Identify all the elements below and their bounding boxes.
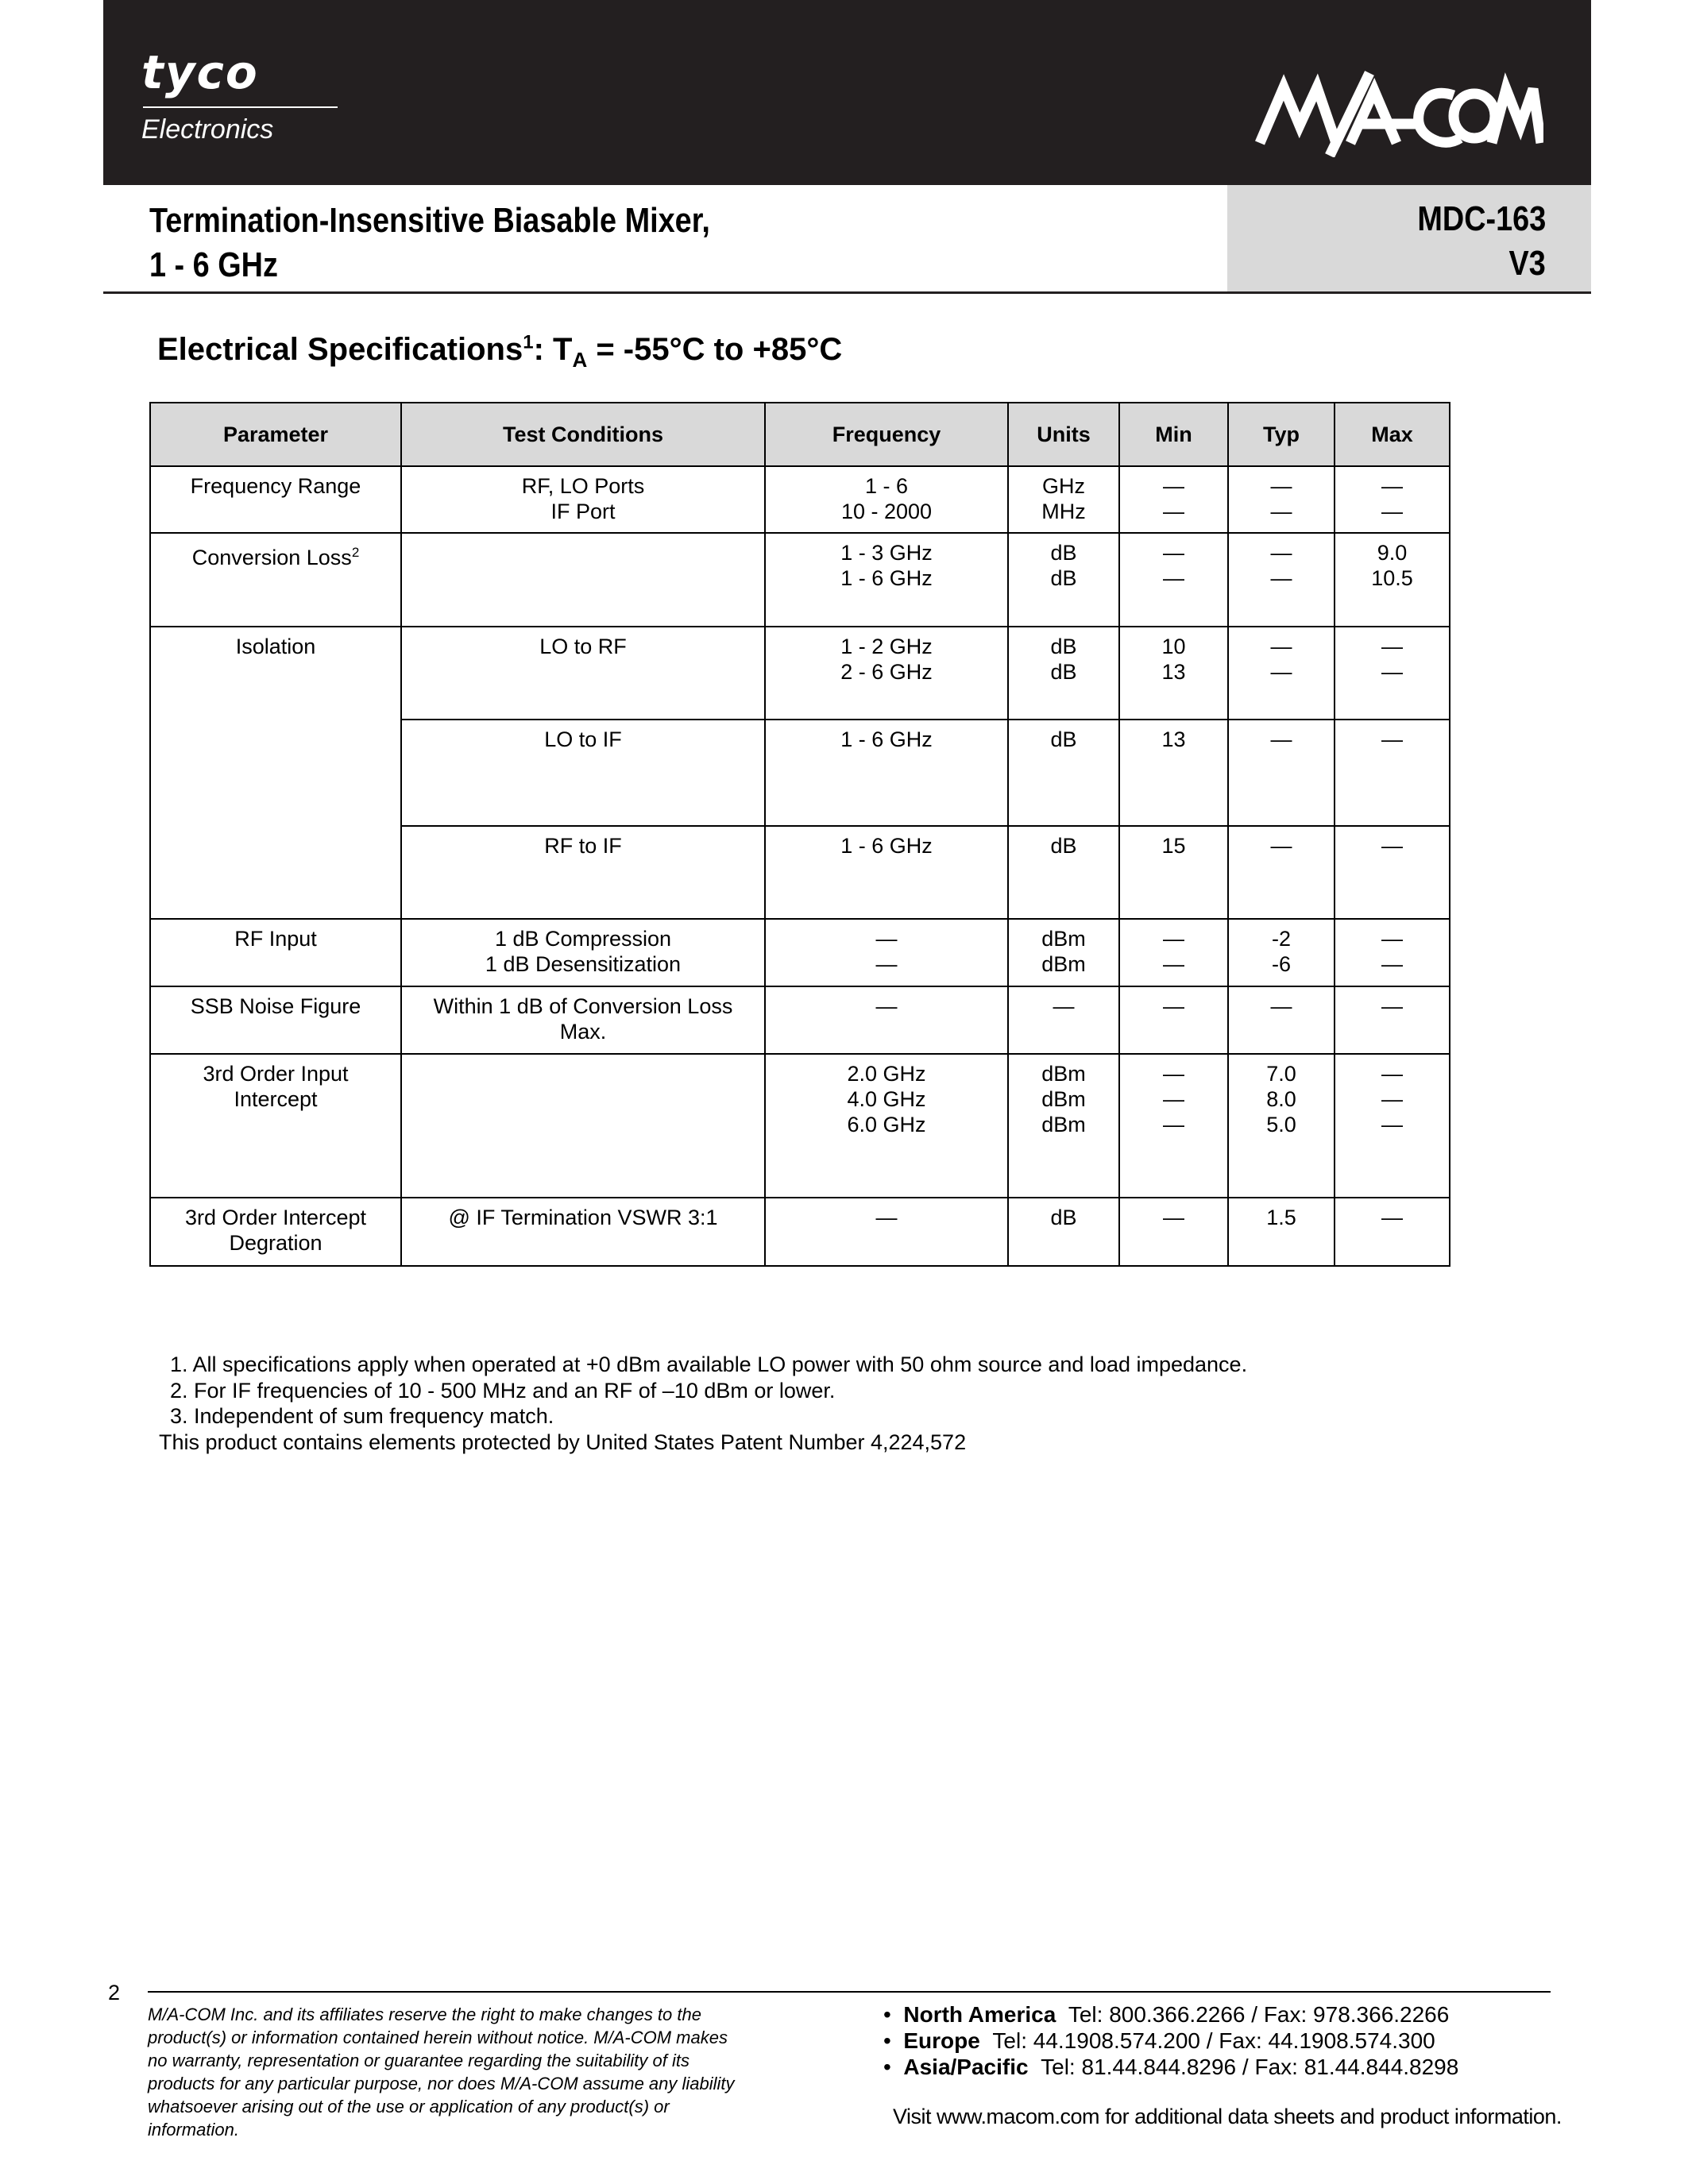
heading-ta-label: : T — [533, 332, 573, 367]
cell-line: — — [875, 952, 898, 976]
cell-line: — — [1163, 541, 1184, 565]
cell-line: — — [875, 994, 898, 1018]
cell-line: — — [1163, 994, 1184, 1018]
cell-typ — [1228, 533, 1335, 627]
cell-line: 2 - 6 GHz — [840, 660, 933, 684]
cell-line: — — [1163, 474, 1184, 498]
footnotes — [159, 1352, 1247, 1455]
cell-line: — — [1163, 1087, 1184, 1111]
legal-disclaimer — [148, 2003, 815, 2141]
cell-line: 1 - 6 — [864, 474, 909, 498]
cell-line: 9.0 — [1377, 541, 1408, 565]
contact-asia-pacific: • Asia/Pacific Tel: 81.44.844.8296 / Fax: 81.44.844.8298 — [883, 2055, 1459, 2079]
cell-conditions — [401, 627, 765, 720]
cell-line: RF to IF — [544, 834, 622, 858]
table-row — [150, 627, 1450, 720]
cell-line: 10 — [1161, 635, 1186, 658]
table-row — [150, 466, 1450, 533]
cell-line: GHz — [1042, 474, 1085, 498]
cell-line: — — [1270, 500, 1292, 523]
cell-line: — — [1381, 952, 1403, 976]
footnote-ref: 2 — [351, 545, 360, 560]
cell-line: LO to IF — [544, 727, 622, 751]
cell-min — [1119, 720, 1228, 826]
cell-parameter — [150, 986, 401, 1054]
cell-text: RF Input — [234, 927, 317, 951]
cell-typ — [1228, 919, 1335, 986]
cell-conditions — [401, 1198, 765, 1266]
table-row — [150, 533, 1450, 627]
header-parameter: Parameter — [150, 403, 401, 466]
title-divider — [103, 291, 1591, 294]
cell-frequency — [765, 1054, 1008, 1198]
cell-line: dB — [1050, 660, 1077, 684]
cell-line: 3rd Order Input — [203, 1062, 349, 1086]
heading-ta-subscript: A — [572, 348, 588, 372]
tyco-wordmark: tyco — [141, 45, 259, 99]
cell-max — [1335, 1054, 1450, 1198]
title-line-1: Termination-Insensitive Biasable Mixer, — [149, 201, 710, 240]
cell-max — [1335, 919, 1450, 986]
cell-min — [1119, 627, 1228, 720]
cell-line: Intercept — [234, 1087, 318, 1111]
part-number: MDC-163 — [1417, 199, 1546, 238]
cell-line: — — [875, 927, 898, 951]
cell-units — [1008, 919, 1119, 986]
cell-units — [1008, 720, 1119, 826]
cell-typ — [1228, 627, 1335, 720]
cell-line: — — [1381, 1206, 1403, 1229]
cell-line: — — [1381, 660, 1403, 684]
tyco-subtitle: Electronics — [141, 114, 274, 145]
cell-min — [1119, 1198, 1228, 1266]
contact-region: Asia/Pacific — [903, 2055, 1029, 2079]
version-label: V3 — [1508, 244, 1546, 283]
contact-europe: • Europe Tel: 44.1908.574.200 / Fax: 44.1908.574.300 — [883, 2028, 1435, 2053]
cell-units — [1008, 627, 1119, 720]
cell-units — [1008, 466, 1119, 533]
cell-line: -6 — [1271, 952, 1291, 976]
cell-parameter — [150, 466, 401, 533]
cell-line: — — [1381, 500, 1403, 523]
disclaimer-line: product(s) or information contained herein without notice. M/A-COM makes — [148, 2028, 728, 2047]
contact-region: North America — [903, 2002, 1056, 2027]
table-row — [150, 919, 1450, 986]
cell-line: — — [1163, 1206, 1184, 1229]
cell-line: — — [1381, 927, 1403, 951]
cell-frequency — [765, 720, 1008, 826]
cell-line: IF Port — [550, 500, 616, 523]
contact-info: Tel: 81.44.844.8296 / Fax: 81.44.844.8298 — [1041, 2055, 1459, 2079]
patent-note: This product contains elements protected by United States Patent Number 4,224,572 — [159, 1430, 967, 1454]
cell-min — [1119, 826, 1228, 919]
cell-line: — — [1163, 1062, 1184, 1086]
cell-line: — — [1270, 541, 1292, 565]
cell-line: — — [1381, 474, 1403, 498]
cell-line: dB — [1050, 727, 1077, 751]
table-row — [150, 720, 1450, 826]
cell-line: RF, LO Ports — [521, 474, 645, 498]
cell-line: dBm — [1041, 1113, 1086, 1136]
cell-typ — [1228, 986, 1335, 1054]
cell-max — [1335, 720, 1450, 826]
cell-text: Frequency Range — [190, 474, 361, 498]
cell-line: 2.0 GHz — [847, 1062, 926, 1086]
cell-frequency — [765, 826, 1008, 919]
cell-min — [1119, 986, 1228, 1054]
cell-line: — — [1381, 1087, 1403, 1111]
cell-units — [1008, 1198, 1119, 1266]
cell-conditions — [401, 1054, 765, 1198]
cell-line: — — [1381, 834, 1403, 858]
cell-units — [1008, 1054, 1119, 1198]
cell-line: 1 - 3 GHz — [840, 541, 933, 565]
cell-line: 8.0 — [1266, 1087, 1296, 1111]
cell-line: MHz — [1041, 500, 1086, 523]
footnote-2: 2. For IF frequencies of 10 - 500 MHz and an RF of –10 dBm or lower. — [170, 1378, 836, 1403]
cell-line: 6.0 GHz — [847, 1113, 926, 1136]
cell-line: 15 — [1161, 834, 1186, 858]
cell-typ — [1228, 826, 1335, 919]
header-max: Max — [1335, 403, 1450, 466]
cell-units — [1008, 533, 1119, 627]
cell-parameter — [150, 720, 401, 826]
cell-typ — [1228, 1198, 1335, 1266]
cell-units — [1008, 986, 1119, 1054]
cell-line: dB — [1050, 834, 1077, 858]
contact-north-america: • North America Tel: 800.366.2266 / Fax: 978.366.2266 — [883, 2002, 1450, 2027]
cell-line: 10.5 — [1371, 566, 1413, 590]
cell-line: — — [1381, 727, 1403, 751]
cell-line: 1 - 6 GHz — [840, 727, 933, 751]
document-title — [149, 199, 1198, 287]
section-heading — [157, 331, 843, 372]
cell-text: Isolation — [235, 635, 316, 658]
cell-min — [1119, 1054, 1228, 1198]
footer-divider — [148, 1991, 1551, 1993]
cell-line: Degration — [229, 1231, 323, 1255]
cell-max — [1335, 627, 1450, 720]
cell-line: Max. — [559, 1020, 607, 1044]
cell-line: 1 - 6 GHz — [840, 566, 933, 590]
cell-conditions — [401, 720, 765, 826]
cell-line: dB — [1050, 541, 1077, 565]
cell-text: Conversion Loss — [191, 546, 352, 569]
electrical-specifications-table — [149, 402, 1450, 1267]
cell-frequency — [765, 919, 1008, 986]
cell-frequency — [765, 627, 1008, 720]
cell-line: 1 dB Desensitization — [485, 952, 682, 976]
cell-line: — — [1270, 474, 1292, 498]
cell-line: — — [1053, 994, 1075, 1018]
cell-line: — — [1381, 1113, 1403, 1136]
cell-min — [1119, 466, 1228, 533]
footnote-1: 1. All specifications apply when operated at +0 dBm available LO power with 50 ohm source and load impedance. — [170, 1352, 1248, 1376]
cell-line: — — [1163, 566, 1184, 590]
cell-max — [1335, 533, 1450, 627]
cell-line: — — [1270, 994, 1292, 1018]
cell-conditions — [401, 533, 765, 627]
cell-frequency — [765, 533, 1008, 627]
page-header — [103, 0, 1591, 185]
cell-max — [1335, 826, 1450, 919]
tyco-electronics-logo — [141, 45, 338, 145]
heading-temperature-range: = -55°C to +85°C — [587, 332, 843, 367]
cell-frequency — [765, 466, 1008, 533]
header-typ: Typ — [1228, 403, 1335, 466]
footnote-3: 3. Independent of sum frequency match. — [170, 1404, 554, 1428]
cell-line: dBm — [1041, 952, 1086, 976]
cell-line: 1 dB Compression — [494, 927, 672, 951]
heading-footnote-ref: 1 — [523, 331, 534, 353]
cell-conditions — [401, 466, 765, 533]
cell-parameter — [150, 627, 401, 720]
cell-line: Within 1 dB of Conversion Loss — [433, 994, 733, 1018]
cell-conditions — [401, 826, 765, 919]
cell-line: — — [1381, 1062, 1403, 1086]
cell-parameter — [150, 826, 401, 919]
disclaimer-line: whatsoever arising out of the use or application of any product(s) or — [148, 2097, 670, 2116]
cell-line: 1.5 — [1266, 1206, 1296, 1229]
table-row — [150, 1198, 1450, 1266]
table-row — [150, 986, 1450, 1054]
cell-line: 1 - 2 GHz — [840, 635, 933, 658]
cell-line: dB — [1050, 635, 1077, 658]
cell-min — [1119, 533, 1228, 627]
cell-line: 5.0 — [1266, 1113, 1296, 1136]
cell-frequency — [765, 986, 1008, 1054]
cell-line: — — [1163, 927, 1184, 951]
tyco-logo-rule — [143, 106, 338, 108]
header-test-conditions: Test Conditions — [401, 403, 765, 466]
disclaimer-line: no warranty, representation or guarantee regarding the suitability of its — [148, 2051, 689, 2070]
cell-parameter — [150, 533, 401, 627]
cell-units — [1008, 826, 1119, 919]
cell-line: -2 — [1271, 927, 1291, 951]
cell-line: — — [1163, 1113, 1184, 1136]
contact-info: Tel: 44.1908.574.200 / Fax: 44.1908.574.300 — [992, 2028, 1435, 2053]
cell-max — [1335, 1198, 1450, 1266]
header-min: Min — [1119, 403, 1228, 466]
part-number-box — [1227, 185, 1591, 291]
contact-info: Tel: 800.366.2266 / Fax: 978.366.2266 — [1068, 2002, 1450, 2027]
cell-line: — — [1381, 635, 1403, 658]
cell-line: dBm — [1041, 927, 1086, 951]
page-number: 2 — [108, 1981, 121, 2005]
disclaimer-line: information. — [148, 2120, 239, 2140]
cell-line: 7.0 — [1266, 1062, 1296, 1086]
cell-line: LO to RF — [539, 635, 627, 658]
cell-typ — [1228, 720, 1335, 826]
cell-line: — — [1270, 635, 1292, 658]
cell-line: @ IF Termination VSWR 3:1 — [448, 1206, 718, 1229]
cell-line: dB — [1050, 566, 1077, 590]
header-units: Units — [1008, 403, 1119, 466]
cell-line: dBm — [1041, 1062, 1086, 1086]
cell-line: dB — [1050, 1206, 1077, 1229]
heading-text: Electrical Specifications — [157, 332, 523, 367]
cell-line: — — [1270, 834, 1292, 858]
cell-line: — — [1381, 994, 1403, 1018]
cell-line: — — [875, 1206, 898, 1229]
cell-line: — — [1270, 566, 1292, 590]
cell-max — [1335, 986, 1450, 1054]
table-row — [150, 1054, 1450, 1198]
cell-frequency — [765, 1198, 1008, 1266]
cell-parameter — [150, 1054, 401, 1198]
cell-min — [1119, 919, 1228, 986]
contact-region: Europe — [903, 2028, 980, 2053]
cell-typ — [1228, 466, 1335, 533]
table-header-row — [150, 403, 1450, 466]
table-row — [150, 826, 1450, 919]
macom-logo — [1253, 70, 1543, 157]
cell-line: — — [1163, 952, 1184, 976]
cell-max — [1335, 466, 1450, 533]
cell-parameter — [150, 919, 401, 986]
cell-line: 13 — [1161, 660, 1186, 684]
cell-line: — — [1270, 660, 1292, 684]
cell-line: — — [1163, 500, 1184, 523]
header-frequency: Frequency — [765, 403, 1008, 466]
cell-text: SSB Noise Figure — [190, 994, 361, 1018]
cell-line: — — [1270, 727, 1292, 751]
cell-line: 1 - 6 GHz — [840, 834, 933, 858]
cell-line: dBm — [1041, 1087, 1086, 1111]
regional-contacts — [883, 2001, 1458, 2080]
cell-line: 4.0 GHz — [847, 1087, 926, 1111]
title-line-2: 1 - 6 GHz — [149, 245, 278, 284]
cell-conditions — [401, 919, 765, 986]
cell-line: 3rd Order Intercept — [184, 1206, 367, 1229]
cell-conditions — [401, 986, 765, 1054]
cell-line: 13 — [1161, 727, 1186, 751]
disclaimer-line: products for any particular purpose, nor does M/A-COM assume any liability — [148, 2074, 735, 2093]
cell-line: 10 - 2000 — [840, 500, 933, 523]
website-note: Visit www.macom.com for additional data sheets and product information. — [893, 2105, 1562, 2128]
cell-typ — [1228, 1054, 1335, 1198]
cell-parameter — [150, 1198, 401, 1266]
disclaimer-line: M/A-COM Inc. and its affiliates reserve the right to make changes to the — [148, 2005, 701, 2024]
